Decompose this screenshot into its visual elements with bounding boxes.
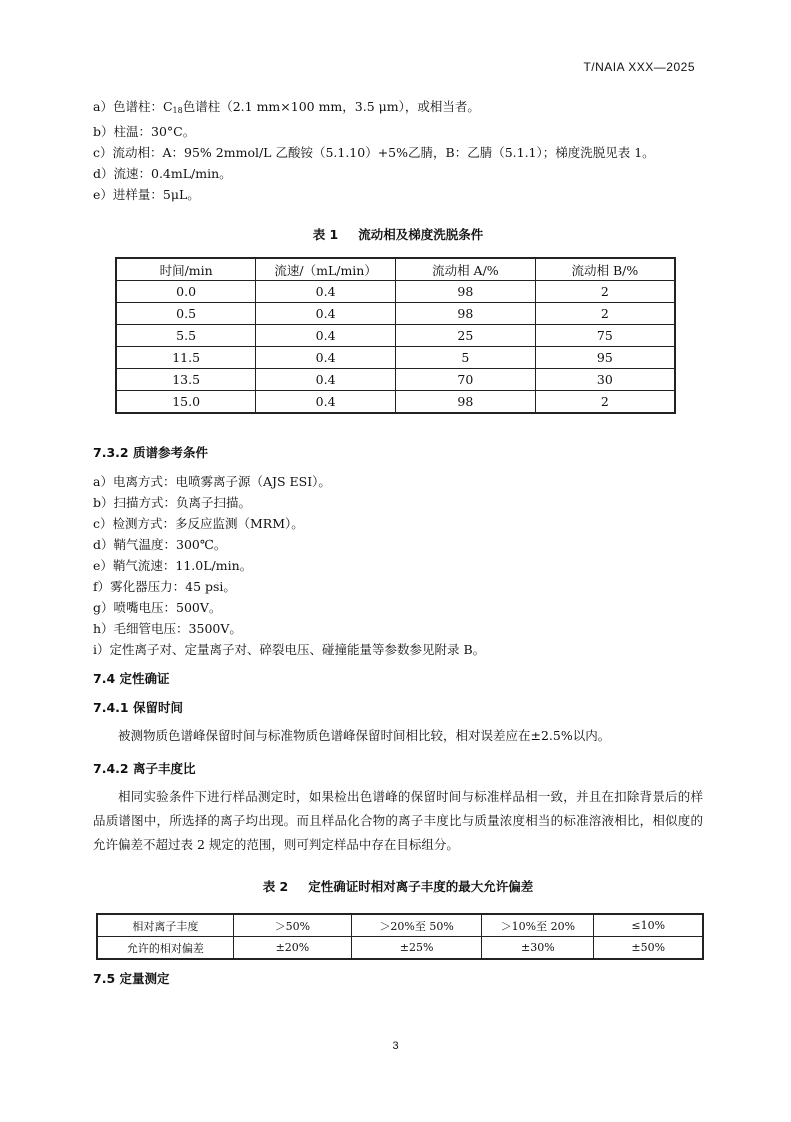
table-row (116, 325, 675, 347)
ion-ratio-paragraph: 相同实验条件下进行样品测定时，如果检出色谱峰的保留时间与标准样品相一致，并且在扣除背景后的样品质谱图中，所选择的离子均出现。而且样品化合物的离子丰度比与质量浓度相当的标准溶液相比，相似度的允许偏差不超过表 2 规定的范围，则可判定样品中存在目标组分。 (93, 789, 703, 852)
table-row (116, 369, 675, 391)
table-header-cell: 流动相 B/% (535, 258, 675, 281)
ms-item: i）定性离子对、定量离子对、碎裂电压、碰撞能量等参数参见附录 B。 (93, 642, 486, 657)
table-cell: 5.5 (116, 325, 256, 347)
table-cell: 0.4 (256, 369, 396, 391)
table-cell: 0.4 (256, 281, 396, 303)
table2-caption (93, 877, 703, 895)
lc-column-text-a: a）色谱柱：C (93, 99, 173, 114)
table-cell: ±25% (352, 937, 482, 960)
section-heading-75: 7.5 定量测定 (93, 971, 170, 986)
table-cell: ＞10%至 20% (482, 914, 594, 937)
page-content (93, 96, 703, 989)
table-cell: 0.4 (256, 391, 396, 414)
lc-column-text-b: 色谱柱（2.1 mm×100 mm，3.5 μm），或相当者。 (182, 99, 480, 114)
table-header-row (116, 258, 675, 281)
table-cell: 允许的相对偏差 (97, 937, 233, 960)
section-heading-741: 7.4.1 保留时间 (93, 700, 183, 715)
ms-item: b）扫描方式：负离子扫描。 (93, 495, 252, 510)
table1-caption (93, 225, 703, 243)
table-row (97, 914, 703, 937)
document-code: T/NAIA XXX—2025 (583, 60, 695, 74)
table-cell: ＞20%至 50% (352, 914, 482, 937)
table-cell: 相对离子丰度 (97, 914, 233, 937)
ms-item: h）毛细管电压：3500V。 (93, 621, 242, 636)
table-row (116, 281, 675, 303)
table-cell: 11.5 (116, 347, 256, 369)
page-number: 3 (392, 1040, 399, 1052)
table-cell: 5 (396, 347, 536, 369)
table-cell: 15.0 (116, 391, 256, 414)
table-cell: 2 (535, 303, 675, 325)
lc-flow-item: d）流速：0.4mL/min。 (93, 166, 232, 181)
lc-mobile-phase-item: c）流动相：A：95% 2mmol/L 乙酸铵（5.1.10）+5%乙腈，B：乙腈（5.1.1）；梯度洗脱见表 1。 (93, 145, 655, 160)
table-cell: 25 (396, 325, 536, 347)
table-header-cell: 流动相 A/% (396, 258, 536, 281)
table-row (116, 303, 675, 325)
table-header-cell: 流速/（mL/min） (256, 258, 396, 281)
ms-item: a）电离方式：电喷雾离子源（AJS ESI）。 (93, 474, 331, 489)
lc-temp-item: b）柱温：30°C。 (93, 124, 196, 139)
ion-abundance-table (96, 913, 704, 960)
table-cell: 75 (535, 325, 675, 347)
table1-number: 表 1 (312, 227, 339, 242)
table-cell: 2 (535, 281, 675, 303)
table-cell: 98 (396, 303, 536, 325)
section-heading-742: 7.4.2 离子丰度比 (93, 761, 196, 776)
table-cell: 2 (535, 391, 675, 414)
table-cell: 0.4 (256, 303, 396, 325)
table-cell: ≤10% (594, 914, 703, 937)
table-cell: 98 (396, 391, 536, 414)
table-cell: 0.4 (256, 325, 396, 347)
table-cell: 30 (535, 369, 675, 391)
ms-item: f）雾化器压力：45 psi。 (93, 579, 236, 594)
ms-item: e）鞘气流速：11.0L/min。 (93, 558, 253, 573)
table-cell: 0.4 (256, 347, 396, 369)
table2-title: 定性确证时相对离子丰度的最大允许偏差 (308, 879, 534, 894)
table-cell: 13.5 (116, 369, 256, 391)
table-cell: ＞50% (233, 914, 351, 937)
lc-column-subscript: 18 (172, 106, 183, 115)
table-cell: 0.5 (116, 303, 256, 325)
table-cell: 70 (396, 369, 536, 391)
ms-item: c）检测方式：多反应监测（MRM）。 (93, 516, 304, 531)
table-row (116, 347, 675, 369)
ms-item: g）喷嘴电压：500V。 (93, 600, 222, 615)
table-cell: 0.0 (116, 281, 256, 303)
gradient-table (115, 257, 676, 414)
table1-title: 流动相及梯度洗脱条件 (358, 227, 484, 242)
section-heading-74: 7.4 定性确证 (93, 671, 170, 686)
lc-injection-item: e）进样量：5μL。 (93, 187, 200, 202)
table-cell: 98 (396, 281, 536, 303)
table-row (97, 937, 703, 960)
table-header-cell: 时间/min (116, 258, 256, 281)
table2-number: 表 2 (262, 879, 289, 894)
ms-item: d）鞘气温度：300℃。 (93, 537, 227, 552)
table-cell: 95 (535, 347, 675, 369)
section-heading-732: 7.3.2 质谱参考条件 (93, 445, 208, 460)
retention-time-paragraph: 被测物质色谱峰保留时间与标准物质色谱峰保留时间相比较，相对误差应在±2.5%以内。 (118, 728, 611, 743)
lc-column-item (93, 96, 703, 121)
table-cell: ±20% (233, 937, 351, 960)
table-cell: ±50% (594, 937, 703, 960)
table-row (116, 391, 675, 414)
table-cell: ±30% (482, 937, 594, 960)
